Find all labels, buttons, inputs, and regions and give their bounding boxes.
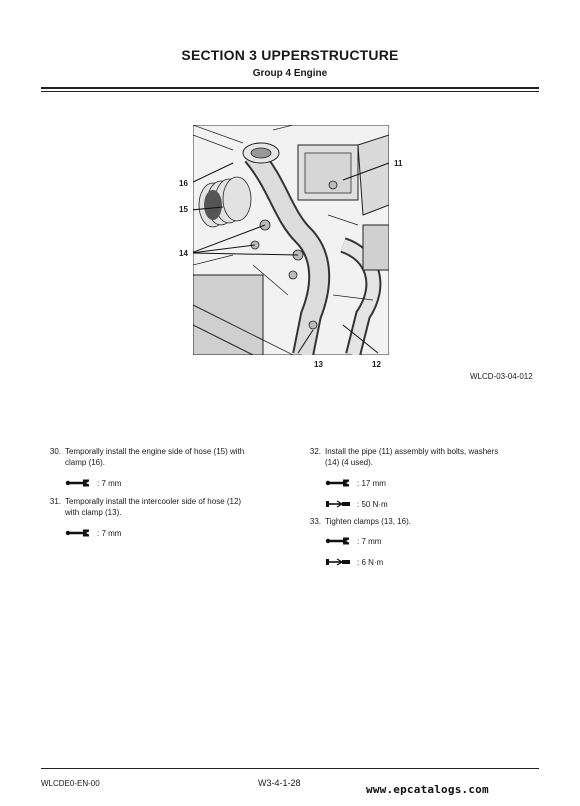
wrench-icon [65,528,91,538]
header-rule [41,87,539,89]
document-code: WLCDE0-EN-00 [41,779,100,788]
step-text: Temporally install the engine side of hose (15) with clamp (16). [65,447,245,467]
group-subtitle: Group 4 Engine [252,68,328,79]
callout-14: 14 [179,249,188,258]
wrench-icon [325,536,351,546]
tool-spec-wrench: : 7 mm [65,528,185,540]
tool-spec-wrench: : 17 mm [325,478,445,490]
tool-spec-torque: : 6 N·m [325,557,445,569]
wrench-icon [325,478,351,488]
section-title: SECTION 3 UPPERSTRUCTURE [181,47,399,63]
footer-rule [41,768,539,769]
callout-15: 15 [179,205,188,214]
step-text: Tighten clamps (13, 16). [325,517,411,526]
step-33 [301,516,541,528]
wrench-icon [65,478,91,488]
callout-11: 11 [394,159,403,168]
step-30 [41,446,291,470]
page-number: W3-4-1-28 [258,778,301,788]
engine-illustration [193,125,389,355]
watermark: www.epcatalogs.com [366,783,489,796]
step-number: 33. [309,517,321,526]
step-31 [41,496,291,520]
torque-wrench-icon [325,557,351,567]
step-text: Temporally install the intercooler side of hose (12) with clamp (13). [65,497,242,517]
tool-spec-torque: : 50 N·m [325,499,445,511]
torque-wrench-icon [325,499,351,509]
tool-spec-wrench: : 7 mm [325,536,445,548]
step-number: 31. [49,497,61,506]
header-rule-thin [41,91,539,92]
callout-16: 16 [179,179,188,188]
callout-12: 12 [372,360,381,369]
step-number: 30. [49,447,61,456]
tool-spec-wrench: : 7 mm [65,478,185,490]
callout-13: 13 [314,360,323,369]
figure-code: WLCD-03-04-012 [470,372,533,381]
step-number: 32. [309,447,321,456]
step-text: Install the pipe (11) assembly with bolts, washers (14) (4 used). [325,447,499,467]
step-32 [301,446,541,470]
